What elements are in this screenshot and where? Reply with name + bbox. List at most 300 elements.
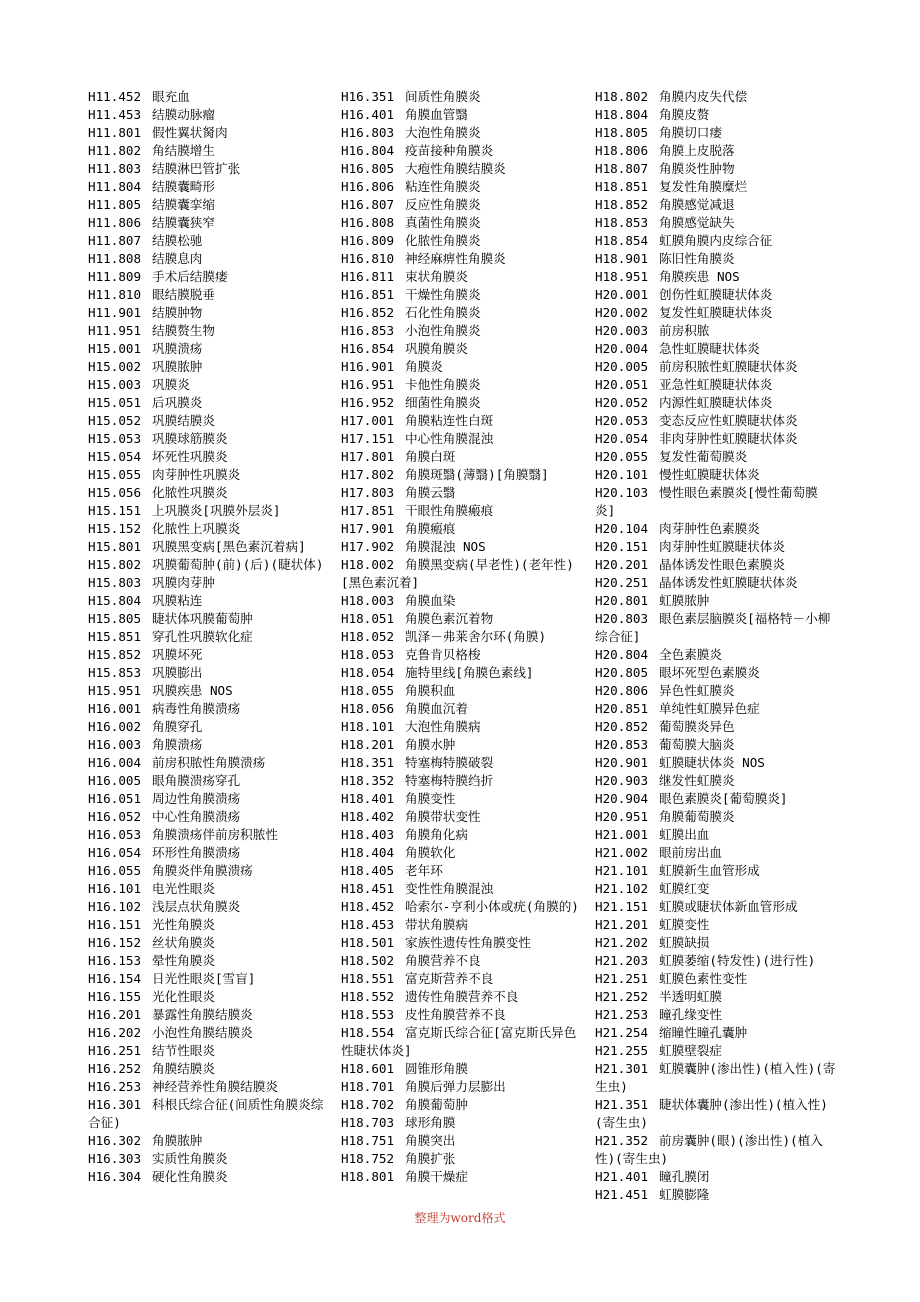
diagnosis-name: 急性虹膜睫状体炎 — [659, 341, 760, 356]
code-entry — [595, 250, 837, 268]
diagnosis-name: 实质性角膜炎 — [152, 1151, 228, 1166]
diagnosis-code: H16.808 — [341, 215, 395, 230]
diagnosis-code: H21.351 — [595, 1097, 649, 1112]
code-entry — [595, 376, 837, 394]
diagnosis-name: 慢性虹膜睫状体炎 — [659, 467, 760, 482]
diagnosis-name: 葡萄膜炎异色 — [659, 719, 735, 734]
diagnosis-code: H11.804 — [88, 179, 142, 194]
code-entry — [595, 880, 837, 898]
diagnosis-name: 日光性眼炎[雪盲] — [152, 971, 256, 986]
code-entry — [341, 1096, 583, 1114]
code-entry — [341, 862, 583, 880]
diagnosis-code: H18.201 — [341, 737, 395, 752]
code-entry — [595, 1024, 837, 1042]
diagnosis-code: H16.901 — [341, 359, 395, 374]
code-entry — [595, 574, 837, 592]
diagnosis-code: H20.853 — [595, 737, 649, 752]
diagnosis-name: 半透明虹膜 — [659, 989, 722, 1004]
diagnosis-code: H18.851 — [595, 179, 649, 194]
diagnosis-name: 亚急性虹膜睫状体炎 — [659, 377, 773, 392]
code-entry — [595, 196, 837, 214]
diagnosis-name: 球形角膜 — [405, 1115, 456, 1130]
code-entry — [88, 952, 333, 970]
diagnosis-code: H20.001 — [595, 287, 649, 302]
diagnosis-name: 皮性角膜营养不良 — [405, 1007, 506, 1022]
code-entry — [341, 502, 583, 520]
code-entry — [595, 700, 837, 718]
code-entry — [88, 322, 333, 340]
diagnosis-code: H16.052 — [88, 809, 142, 824]
diagnosis-name: 前房积脓性角膜溃疡 — [152, 755, 266, 770]
diagnosis-name: 眼色素层脑膜炎[福格特－小柳综合征] — [595, 611, 831, 644]
diagnosis-name: 巩膜坏死 — [152, 647, 203, 662]
diagnosis-code: H20.101 — [595, 467, 649, 482]
diagnosis-code: H18.351 — [341, 755, 395, 770]
diagnosis-name: 暴露性角膜结膜炎 — [152, 1007, 253, 1022]
diagnosis-code: H18.802 — [595, 89, 649, 104]
diagnosis-code: H18.702 — [341, 1097, 395, 1112]
code-entry — [341, 1132, 583, 1150]
code-entry — [595, 790, 837, 808]
diagnosis-name: 神经营养性角膜结膜炎 — [152, 1079, 278, 1094]
diagnosis-name: 真菌性角膜炎 — [405, 215, 481, 230]
diagnosis-name: 角膜斑翳(薄翳)[角膜翳] — [405, 467, 549, 482]
code-entry — [88, 736, 333, 754]
code-entry — [595, 934, 837, 952]
diagnosis-code: H16.102 — [88, 899, 142, 914]
diagnosis-code: H18.054 — [341, 665, 395, 680]
diagnosis-name: 巩膜炎 — [152, 377, 190, 392]
diagnosis-name: 角膜混浊 NOS — [405, 539, 486, 554]
diagnosis-name: 全色素膜炎 — [659, 647, 722, 662]
diagnosis-name: 虹膜囊肿(渗出性)(植入性)(寄生虫) — [595, 1061, 836, 1094]
diagnosis-name: 石化性角膜炎 — [405, 305, 481, 320]
diagnosis-name: 虹膜角膜内皮综合征 — [659, 233, 773, 248]
diagnosis-name: 角膜结膜炎 — [152, 1061, 215, 1076]
diagnosis-name: 角膜云翳 — [405, 485, 456, 500]
diagnosis-name: 角膜白斑 — [405, 449, 456, 464]
code-entry — [88, 376, 333, 394]
diagnosis-name: 角膜内皮失代偿 — [659, 89, 748, 104]
code-entry — [595, 736, 837, 754]
code-entry — [341, 682, 583, 700]
code-entry — [341, 466, 583, 484]
code-entry — [595, 430, 837, 448]
diagnosis-code: H16.101 — [88, 881, 142, 896]
diagnosis-code: H18.002 — [341, 557, 395, 572]
diagnosis-code: H21.002 — [595, 845, 649, 860]
code-entry — [595, 412, 837, 430]
diagnosis-code: H16.804 — [341, 143, 395, 158]
diagnosis-name: 丝状角膜炎 — [152, 935, 215, 950]
code-entry — [595, 988, 837, 1006]
code-entry — [595, 214, 837, 232]
code-entry — [595, 322, 837, 340]
diagnosis-code: H11.807 — [88, 233, 142, 248]
code-entry — [341, 88, 583, 106]
diagnosis-code: H20.004 — [595, 341, 649, 356]
code-entry — [88, 538, 333, 556]
diagnosis-name: 巩膜溃疡 — [152, 341, 203, 356]
diagnosis-code: H18.551 — [341, 971, 395, 986]
diagnosis-code: H15.804 — [88, 593, 142, 608]
code-entry — [595, 484, 837, 520]
code-entry — [88, 142, 333, 160]
diagnosis-name: 瞳孔缘变性 — [659, 1007, 722, 1022]
code-entry — [595, 772, 837, 790]
diagnosis-code: H21.101 — [595, 863, 649, 878]
diagnosis-name: 束状角膜炎 — [405, 269, 468, 284]
code-entry — [595, 286, 837, 304]
diagnosis-name: 间质性角膜炎 — [405, 89, 481, 104]
diagnosis-name: 角膜干燥症 — [405, 1169, 468, 1184]
diagnosis-code: H15.152 — [88, 521, 142, 536]
diagnosis-code: H21.151 — [595, 899, 649, 914]
diagnosis-code: H21.201 — [595, 917, 649, 932]
diagnosis-name: 复发性角膜糜烂 — [659, 179, 748, 194]
code-entry — [595, 646, 837, 664]
code-entry — [341, 736, 583, 754]
diagnosis-code: H11.802 — [88, 143, 142, 158]
diagnosis-code: H17.902 — [341, 539, 395, 554]
code-entry — [88, 214, 333, 232]
diagnosis-name: 葡萄膜大脑炎 — [659, 737, 735, 752]
diagnosis-code: H18.401 — [341, 791, 395, 806]
diagnosis-code: H21.401 — [595, 1169, 649, 1184]
code-entry — [88, 88, 333, 106]
diagnosis-name: 小泡性角膜结膜炎 — [152, 1025, 253, 1040]
diagnosis-code: H16.155 — [88, 989, 142, 1004]
diagnosis-name: 异色性虹膜炎 — [659, 683, 735, 698]
code-entry — [595, 592, 837, 610]
diagnosis-code: H11.803 — [88, 161, 142, 176]
diagnosis-code: H16.153 — [88, 953, 142, 968]
diagnosis-code: H17.151 — [341, 431, 395, 446]
code-entry — [341, 376, 583, 394]
diagnosis-code: H15.052 — [88, 413, 142, 428]
code-column-2 — [341, 88, 583, 1186]
diagnosis-name: 硬化性角膜炎 — [152, 1169, 228, 1184]
diagnosis-code: H20.901 — [595, 755, 649, 770]
diagnosis-code: H11.452 — [88, 89, 142, 104]
code-entry — [595, 898, 837, 916]
diagnosis-name: 病毒性角膜溃疡 — [152, 701, 241, 716]
diagnosis-code: H16.853 — [341, 323, 395, 338]
code-entry — [341, 1060, 583, 1078]
diagnosis-code: H18.901 — [595, 251, 649, 266]
diagnosis-code: H20.251 — [595, 575, 649, 590]
code-entry — [341, 952, 583, 970]
diagnosis-code: H16.351 — [341, 89, 395, 104]
diagnosis-code: H11.901 — [88, 305, 142, 320]
code-entry — [88, 898, 333, 916]
page-footer: 整理为word格式 — [414, 1211, 506, 1225]
diagnosis-code: H11.951 — [88, 323, 142, 338]
diagnosis-name: 后巩膜炎 — [152, 395, 203, 410]
diagnosis-name: 凯泽－弗莱舍尔环(角膜) — [405, 629, 547, 644]
code-entry — [341, 286, 583, 304]
diagnosis-code: H20.201 — [595, 557, 649, 572]
diagnosis-name: 化脓性角膜炎 — [405, 233, 481, 248]
code-entry — [595, 916, 837, 934]
code-entry — [341, 250, 583, 268]
code-entry — [341, 718, 583, 736]
diagnosis-code: H21.352 — [595, 1133, 649, 1148]
diagnosis-code: H11.806 — [88, 215, 142, 230]
diagnosis-name: 虹膜缺损 — [659, 935, 710, 950]
code-entry — [88, 178, 333, 196]
diagnosis-name: 角膜皮赘 — [659, 107, 710, 122]
code-entry — [88, 358, 333, 376]
diagnosis-name: 巩膜脓肿 — [152, 359, 203, 374]
diagnosis-code: H11.810 — [88, 287, 142, 302]
diagnosis-name: 中心性角膜溃疡 — [152, 809, 241, 824]
code-entry — [88, 826, 333, 844]
diagnosis-name: 虹膜色素性变性 — [659, 971, 748, 986]
diagnosis-code: H18.552 — [341, 989, 395, 1004]
diagnosis-name: 瞳孔膜闭 — [659, 1169, 710, 1184]
diagnosis-name: 老年环 — [405, 863, 443, 878]
code-entry — [595, 1132, 837, 1168]
diagnosis-code: H18.003 — [341, 593, 395, 608]
diagnosis-name: 结膜息肉 — [152, 251, 203, 266]
diagnosis-name: 疫苗接种角膜炎 — [405, 143, 494, 158]
diagnosis-name: 前房积脓 — [659, 323, 710, 338]
code-entry — [341, 358, 583, 376]
code-entry — [595, 340, 837, 358]
diagnosis-code: H16.811 — [341, 269, 395, 284]
diagnosis-code: H16.251 — [88, 1043, 142, 1058]
diagnosis-name: 化脓性巩膜炎 — [152, 485, 228, 500]
diagnosis-name: 特塞梅特膜破裂 — [405, 755, 494, 770]
diagnosis-name: 虹膜变性 — [659, 917, 710, 932]
diagnosis-name: 角膜感觉减退 — [659, 197, 735, 212]
code-entry — [88, 250, 333, 268]
diagnosis-code: H15.851 — [88, 629, 142, 644]
code-entry — [341, 646, 583, 664]
diagnosis-code: H11.801 — [88, 125, 142, 140]
diagnosis-name: 角膜血管翳 — [405, 107, 468, 122]
diagnosis-name: 结膜松驰 — [152, 233, 203, 248]
code-entry — [88, 304, 333, 322]
diagnosis-name: 巩膜角膜炎 — [405, 341, 468, 356]
diagnosis-name: 虹膜或睫状体新血管形成 — [659, 899, 798, 914]
code-entry — [341, 772, 583, 790]
diagnosis-name: 角结膜增生 — [152, 143, 215, 158]
diagnosis-name: 角膜粘连性白斑 — [405, 413, 494, 428]
code-entry — [341, 880, 583, 898]
diagnosis-code: H21.252 — [595, 989, 649, 1004]
code-entry — [595, 142, 837, 160]
diagnosis-name: 眼色素膜炎[葡萄膜炎] — [659, 791, 788, 806]
code-entry — [88, 340, 333, 358]
code-entry — [88, 934, 333, 952]
diagnosis-name: 穿孔性巩膜软化症 — [152, 629, 253, 644]
code-entry — [341, 610, 583, 628]
diagnosis-code: H16.055 — [88, 863, 142, 878]
code-entry — [595, 718, 837, 736]
code-entry — [88, 1078, 333, 1096]
diagnosis-code: H16.854 — [341, 341, 395, 356]
diagnosis-name: 虹膜红变 — [659, 881, 710, 896]
diagnosis-name: 虹膜萎缩(特发性)(进行性) — [659, 953, 816, 968]
code-entry — [341, 1006, 583, 1024]
code-entry — [88, 124, 333, 142]
diagnosis-code: H20.104 — [595, 521, 649, 536]
diagnosis-code: H16.806 — [341, 179, 395, 194]
diagnosis-name: 肉芽肿性虹膜睫状体炎 — [659, 539, 785, 554]
diagnosis-name: 坏死性巩膜炎 — [152, 449, 228, 464]
code-entry — [88, 556, 333, 574]
diagnosis-code: H16.252 — [88, 1061, 142, 1076]
diagnosis-name: 粘连性角膜炎 — [405, 179, 481, 194]
diagnosis-code: H18.703 — [341, 1115, 395, 1130]
diagnosis-name: 大泡性角膜病 — [405, 719, 481, 734]
code-entry — [341, 142, 583, 160]
code-entry — [595, 1186, 837, 1204]
code-entry — [88, 484, 333, 502]
diagnosis-name: 继发性虹膜炎 — [659, 773, 735, 788]
diagnosis-code: H11.809 — [88, 269, 142, 284]
diagnosis-code: H18.804 — [595, 107, 649, 122]
diagnosis-name: 变态反应性虹膜睫状体炎 — [659, 413, 798, 428]
diagnosis-name: 角膜色素沉着物 — [405, 611, 494, 626]
diagnosis-code: H16.003 — [88, 737, 142, 752]
diagnosis-code: H15.001 — [88, 341, 142, 356]
code-entry — [88, 610, 333, 628]
diagnosis-name: 变性性角膜混浊 — [405, 881, 494, 896]
diagnosis-name: 干燥性角膜炎 — [405, 287, 481, 302]
diagnosis-name: 复发性葡萄膜炎 — [659, 449, 748, 464]
code-entry — [341, 1078, 583, 1096]
code-entry — [88, 286, 333, 304]
code-entry — [341, 538, 583, 556]
diagnosis-code: H16.053 — [88, 827, 142, 842]
code-entry — [341, 934, 583, 952]
diagnosis-name: 角膜带状变性 — [405, 809, 481, 824]
code-entry — [341, 556, 583, 592]
diagnosis-name: 角膜瘢痕 — [405, 521, 456, 536]
code-entry — [595, 394, 837, 412]
diagnosis-code: H16.809 — [341, 233, 395, 248]
diagnosis-name: 小泡性角膜炎 — [405, 323, 481, 338]
diagnosis-code: H16.851 — [341, 287, 395, 302]
diagnosis-code: H11.453 — [88, 107, 142, 122]
diagnosis-name: 晶体诱发性眼色素膜炎 — [659, 557, 785, 572]
diagnosis-name: 圆锥形角膜 — [405, 1061, 468, 1076]
diagnosis-code: H16.151 — [88, 917, 142, 932]
code-entry — [595, 754, 837, 772]
diagnosis-name: 角膜溃疡 — [152, 737, 203, 752]
diagnosis-code: H20.005 — [595, 359, 649, 374]
code-entry — [341, 448, 583, 466]
diagnosis-name: 角膜软化 — [405, 845, 456, 860]
diagnosis-code: H18.451 — [341, 881, 395, 896]
code-entry — [341, 430, 583, 448]
code-entry — [88, 646, 333, 664]
diagnosis-code: H15.002 — [88, 359, 142, 374]
diagnosis-name: 角膜黑变病(早老性)(老年性)[黑色素沉着] — [341, 557, 574, 590]
diagnosis-code: H15.053 — [88, 431, 142, 446]
diagnosis-code: H18.854 — [595, 233, 649, 248]
code-entry — [595, 682, 837, 700]
diagnosis-code: H16.301 — [88, 1097, 142, 1112]
code-entry — [341, 232, 583, 250]
code-entry — [595, 106, 837, 124]
diagnosis-code: H15.951 — [88, 683, 142, 698]
code-entry — [88, 754, 333, 772]
diagnosis-name: 反应性角膜炎 — [405, 197, 481, 212]
diagnosis-code: H18.852 — [595, 197, 649, 212]
diagnosis-name: 角膜突出 — [405, 1133, 456, 1148]
diagnosis-code: H20.852 — [595, 719, 649, 734]
diagnosis-code: H16.810 — [341, 251, 395, 266]
code-entry — [341, 412, 583, 430]
diagnosis-code: H16.807 — [341, 197, 395, 212]
code-entry — [341, 1168, 583, 1186]
diagnosis-name: 角膜脓肿 — [152, 1133, 203, 1148]
diagnosis-code: H20.903 — [595, 773, 649, 788]
diagnosis-code: H20.003 — [595, 323, 649, 338]
diagnosis-name: 睫状体囊肿(渗出性)(植入性)(寄生虫) — [595, 1097, 828, 1130]
diagnosis-name: 结膜动脉瘤 — [152, 107, 215, 122]
code-entry — [88, 1132, 333, 1150]
diagnosis-code: H21.001 — [595, 827, 649, 842]
diagnosis-name: 光性角膜炎 — [152, 917, 215, 932]
diagnosis-name: 前房积脓性虹膜睫状体炎 — [659, 359, 798, 374]
diagnosis-name: 慢性眼色素膜炎[慢性葡萄膜炎] — [595, 485, 818, 518]
diagnosis-code: H18.402 — [341, 809, 395, 824]
diagnosis-name: 干眼性角膜瘢痕 — [405, 503, 494, 518]
code-entry — [341, 394, 583, 412]
diagnosis-code: H16.951 — [341, 377, 395, 392]
code-entry — [595, 1042, 837, 1060]
code-column-1 — [88, 88, 333, 1186]
diagnosis-name: 巩膜球筋膜炎 — [152, 431, 228, 446]
diagnosis-name: 眼结膜脱垂 — [152, 287, 215, 302]
diagnosis-code: H18.806 — [595, 143, 649, 158]
code-entry — [595, 232, 837, 250]
diagnosis-name: 角膜水肿 — [405, 737, 456, 752]
code-entry — [88, 430, 333, 448]
diagnosis-code: H16.303 — [88, 1151, 142, 1166]
diagnosis-code: H18.801 — [341, 1169, 395, 1184]
diagnosis-name: 角膜疾患 NOS — [659, 269, 740, 284]
diagnosis-name: 晶体诱发性虹膜睫状体炎 — [659, 575, 798, 590]
diagnosis-code: H16.805 — [341, 161, 395, 176]
diagnosis-name: 手术后结膜瘘 — [152, 269, 228, 284]
code-entry — [88, 808, 333, 826]
diagnosis-code: H18.352 — [341, 773, 395, 788]
diagnosis-code: H18.751 — [341, 1133, 395, 1148]
code-entry — [88, 1060, 333, 1078]
diagnosis-name: 巩膜黑变病[黑色素沉着病] — [152, 539, 306, 554]
diagnosis-code: H20.951 — [595, 809, 649, 824]
diagnosis-name: 创伤性虹膜睫状体炎 — [659, 287, 773, 302]
diagnosis-code: H15.803 — [88, 575, 142, 590]
diagnosis-code: H18.055 — [341, 683, 395, 698]
diagnosis-code: H18.403 — [341, 827, 395, 842]
diagnosis-code: H21.251 — [595, 971, 649, 986]
code-entry — [88, 592, 333, 610]
diagnosis-code: H15.852 — [88, 647, 142, 662]
diagnosis-name: 晕性角膜炎 — [152, 953, 215, 968]
diagnosis-name: 陈旧性角膜炎 — [659, 251, 735, 266]
code-entry — [88, 196, 333, 214]
diagnosis-name: 角膜扩张 — [405, 1151, 456, 1166]
code-entry — [341, 196, 583, 214]
diagnosis-name: 缩瞳性瞳孔囊肿 — [659, 1025, 748, 1040]
